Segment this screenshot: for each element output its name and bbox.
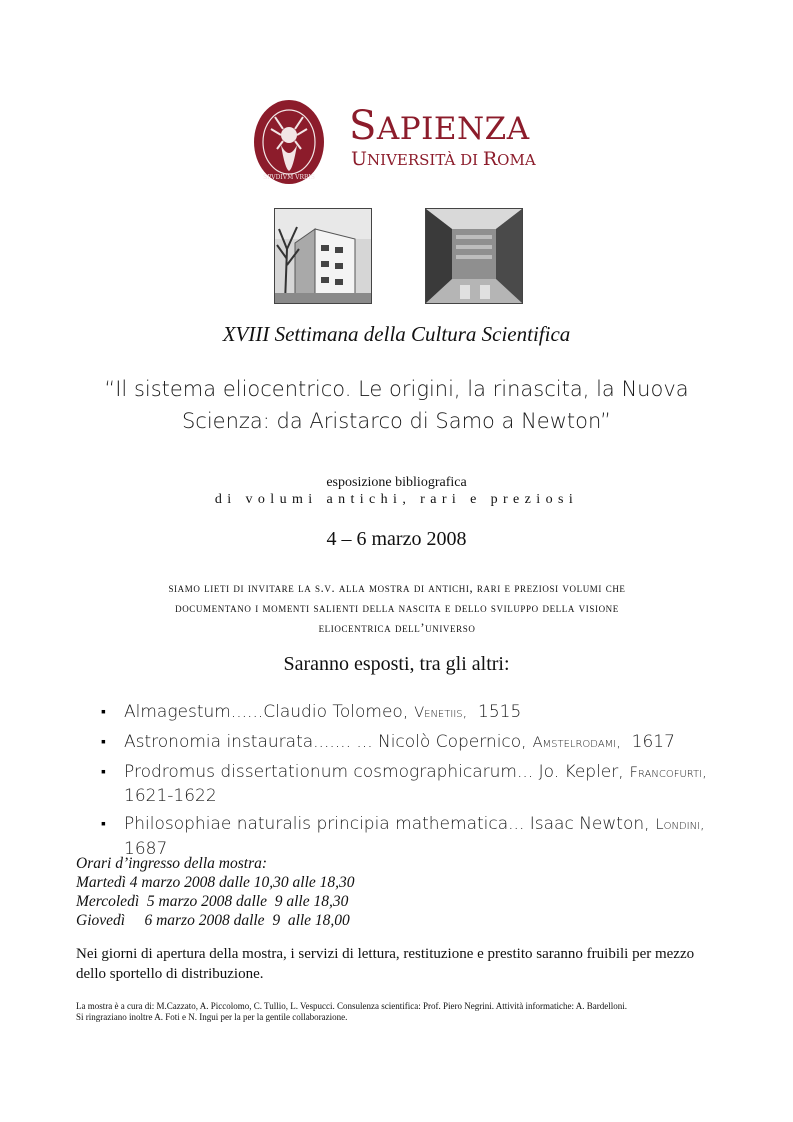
opening-hours-heading: Orari d’ingresso della mostra: [76, 855, 268, 872]
book-title: Philosophiae naturalis principia mathematica... Isaac Newton, [124, 814, 650, 834]
list-item [104, 700, 724, 725]
building-photo [274, 208, 372, 304]
invitation-line: siamo lieti di invitare la s.v. alla mostra di antichi, rari e preziosi volumi che [168, 581, 626, 595]
book-year: 1621-1622 [124, 786, 217, 806]
invitation-line: documentano i momenti salienti della nascita e dello sviluppo della visione [175, 601, 619, 615]
list-item [104, 760, 724, 807]
seal-motto: SPVDIVM VRBIS [263, 174, 315, 181]
opening-hours [76, 854, 355, 930]
credits-line: Si ringraziano inoltre A. Foti e N. Ingui per la per la gentile collaborazione. [76, 1012, 348, 1022]
credits-line: La mostra è a cura di: M.Cazzato, A. Piccolomo, C. Tullio, L. Vespucci. Consulenza scientifica: Prof. Piero Negrini. Attività informatiche: A. Bardelloni. [76, 1001, 627, 1011]
university-subname: UNIVERSITÀ DI ROMA [351, 148, 536, 170]
book-year: 1515 [478, 702, 522, 722]
book-title: Prodromus dissertationum cosmographicarum... Jo. Kepler, [124, 762, 624, 782]
exhibition-type: esposizione bibliografica [326, 475, 467, 490]
service-note: Nei giorni di apertura della mostra, i servizi di lettura, restituzione e prestito saranno fruibili per mezzo dello sportello di distribuzione. [76, 946, 695, 982]
book-year: 1617 [631, 732, 675, 752]
opening-hours-line: Mercoledì 5 marzo 2008 dalle 9 alle 18,30 [76, 893, 349, 910]
exhibition-dates: 4 – 6 marzo 2008 [326, 528, 467, 550]
book-title: Astronomia instaurata....... ... Nicolò Copernico, [124, 732, 527, 752]
library-interior-photo [425, 208, 523, 304]
event-week-title: XVIII Settimana della Cultura Scientifica [222, 322, 571, 346]
exhibition-title: “Il sistema eliocentrico. Le origini, la rinascita, la Nuova Scienza: da Aristarco di Samo a Newton” [104, 377, 689, 433]
book-year: 1687 [124, 839, 168, 859]
exhibition-subject: di volumi antichi, rari e preziosi [214, 492, 579, 507]
university-seal-logo [253, 99, 325, 185]
university-name: SAPIENZA [349, 103, 530, 149]
book-place: Londini, [655, 817, 705, 833]
invitation-text [74, 578, 720, 638]
list-item [104, 730, 724, 755]
book-place: Amstelrodami, [532, 735, 621, 751]
book-title: Almagestum......Claudio Tolomeo, [124, 702, 409, 722]
opening-hours-line: Giovedì 6 marzo 2008 dalle 9 alle 18,00 [76, 912, 350, 929]
opening-hours-line: Martedì 4 marzo 2008 dalle 10,30 alle 18,30 [76, 874, 355, 891]
exhibited-works-heading: Saranno esposti, tra gli altri: [283, 653, 510, 675]
credits [76, 1001, 627, 1023]
book-place: Francofurti, [629, 765, 707, 781]
book-place: Venetiis, [414, 705, 468, 721]
exhibited-works-list [104, 700, 724, 866]
invitation-line: eliocentrica dell’universo [318, 621, 476, 635]
